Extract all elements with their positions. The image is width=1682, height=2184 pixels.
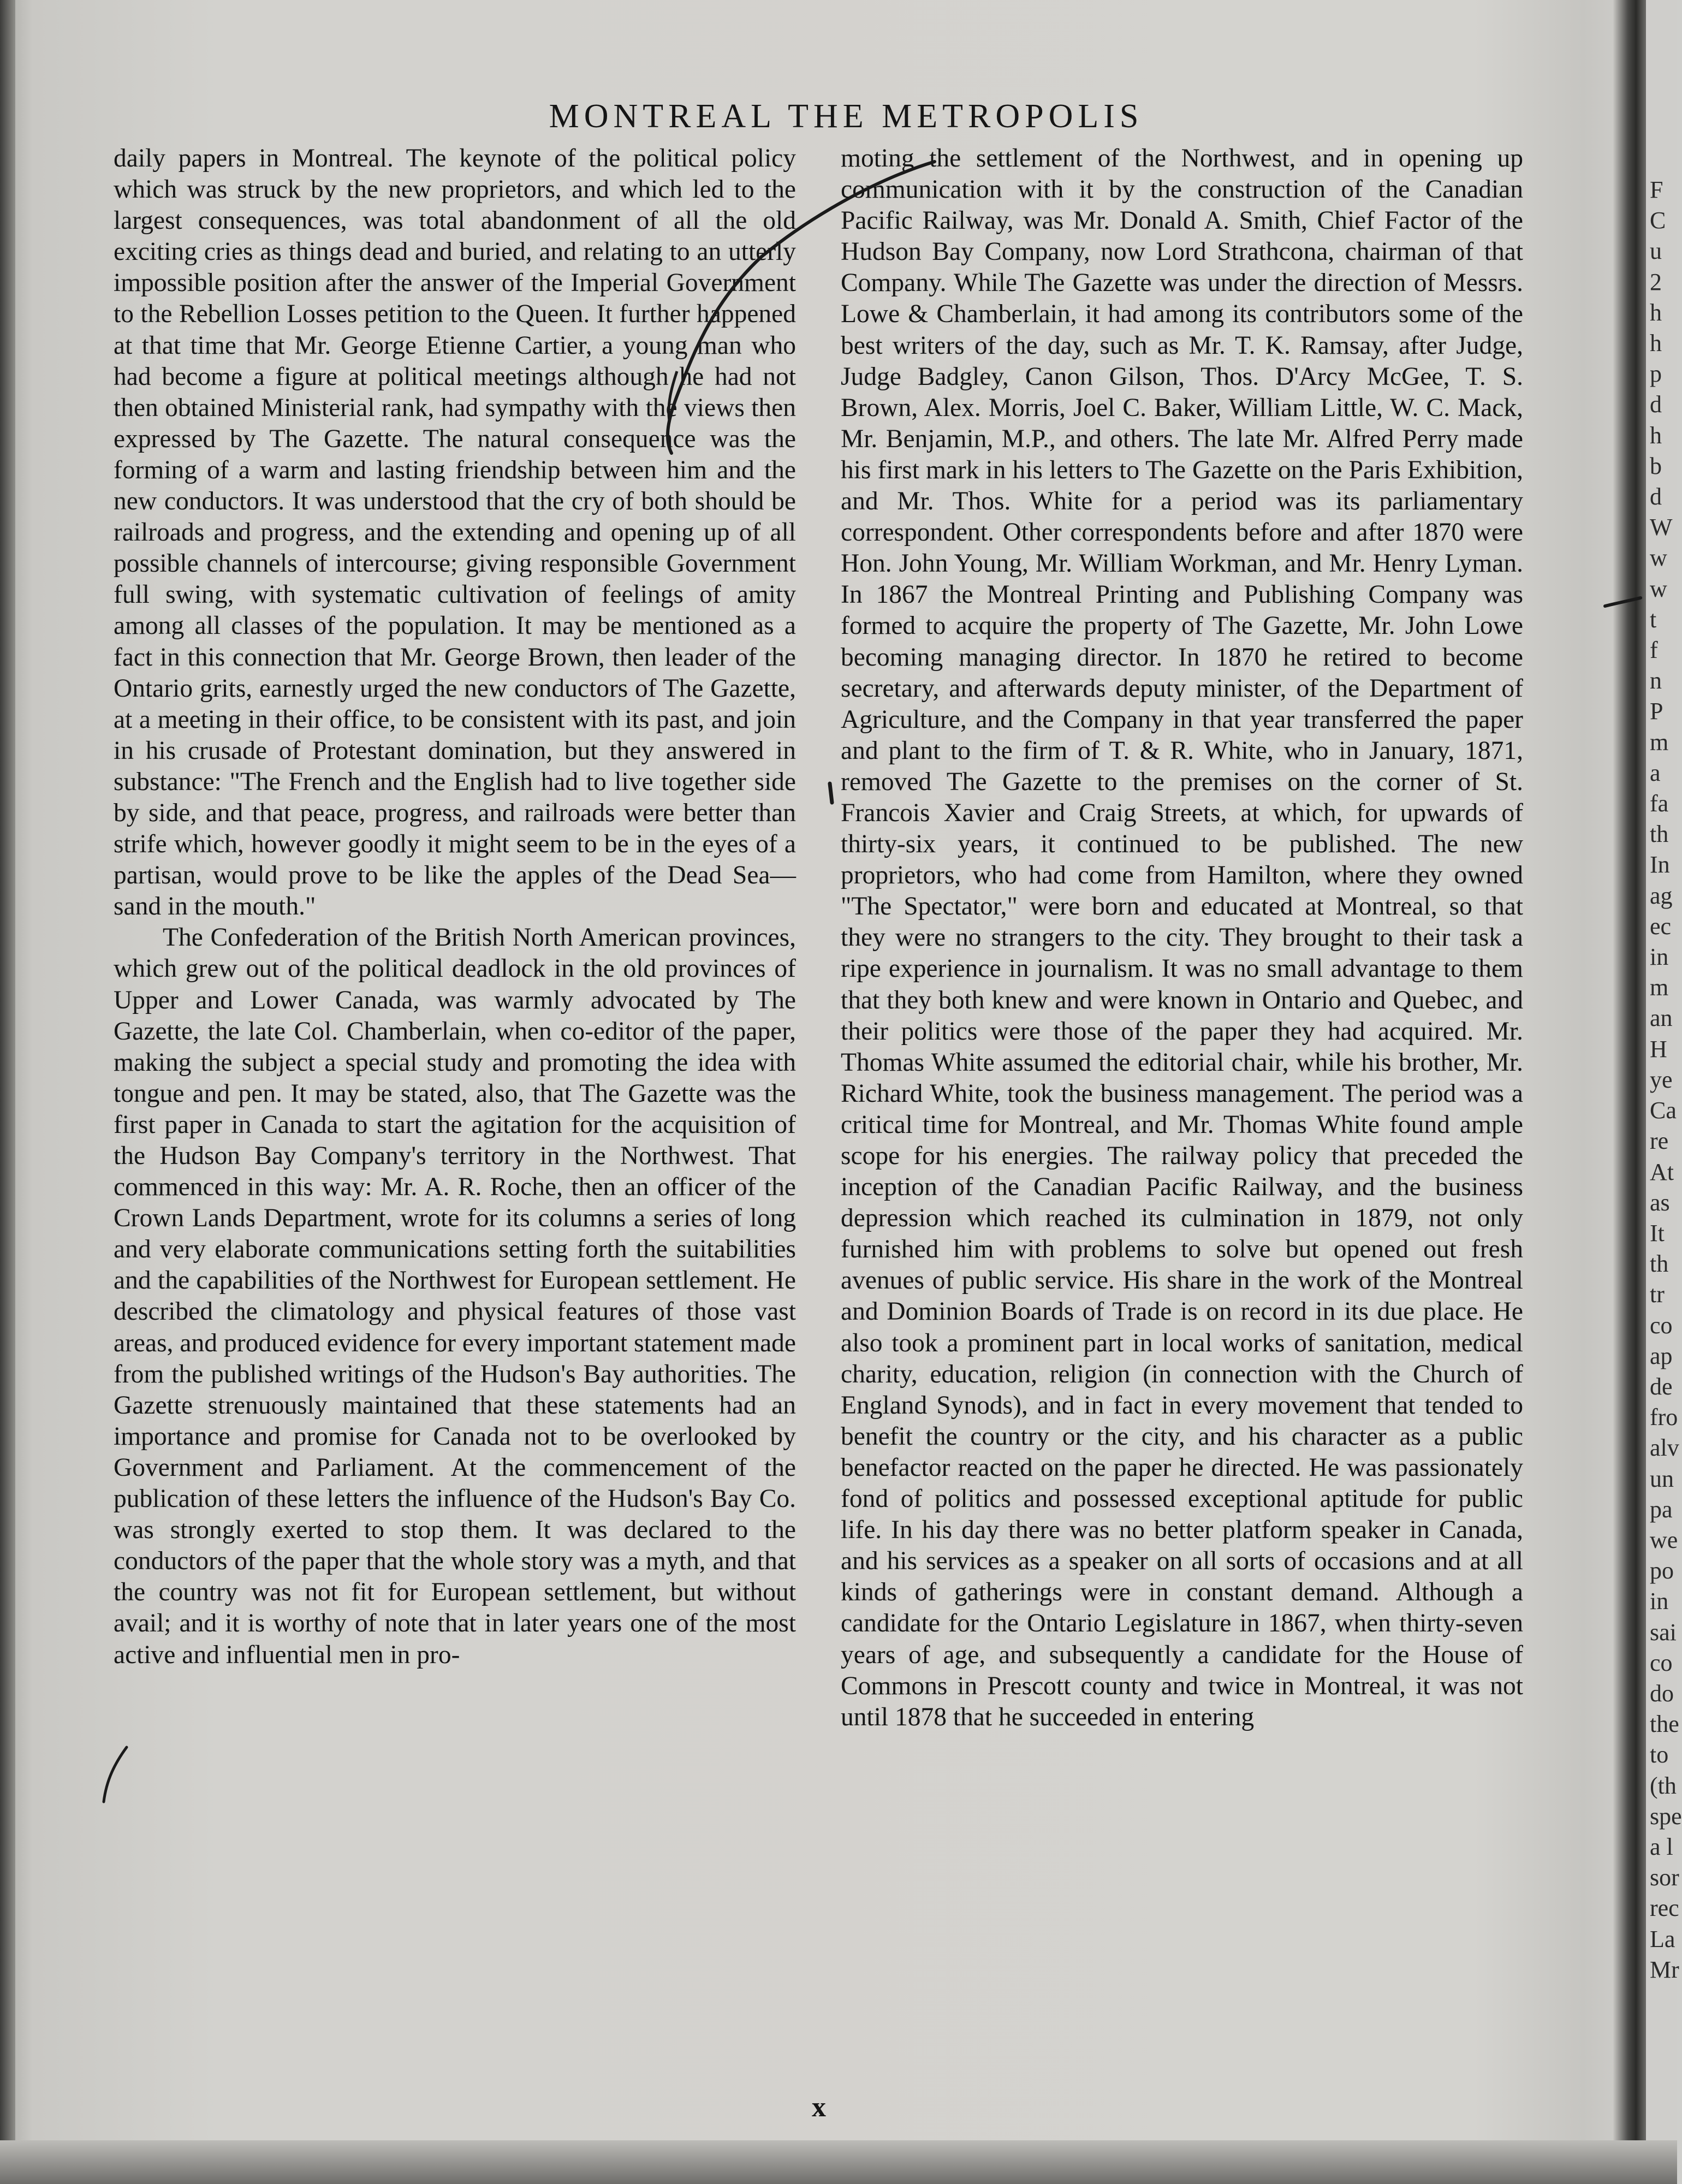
facing-page-fragment-line: Ca [1650, 1097, 1677, 1124]
facing-page-fragment-line: a l [1650, 1833, 1673, 1860]
facing-page-fragment-line: an [1650, 1005, 1673, 1032]
facing-page-fragment-line: we [1650, 1526, 1678, 1553]
facing-page-fragment-line: a [1650, 759, 1661, 786]
facing-page-fragment-line: n [1650, 667, 1662, 695]
facing-page-fragment-line: po [1650, 1557, 1674, 1584]
facing-page-fragment-line: th [1650, 821, 1669, 848]
facing-page-fragment-line: sor [1650, 1864, 1679, 1891]
facing-page-fragment-line: C [1650, 207, 1666, 234]
facing-page-fragment-line: spe [1650, 1802, 1682, 1830]
facing-page-fragment-line: P [1650, 698, 1663, 725]
facing-page-fragment-line: h [1650, 422, 1662, 449]
facing-page-fragment-line: f [1650, 637, 1658, 664]
facing-page-fragment-line: In [1650, 851, 1670, 879]
facing-page-fragment-line: co [1650, 1649, 1673, 1676]
facing-page-fragment-line: re [1650, 1127, 1669, 1155]
facing-page-fragment-line: At [1650, 1158, 1674, 1185]
facing-page-fragment-line: rec [1650, 1895, 1679, 1922]
facing-page-fragment-line: H [1650, 1035, 1667, 1063]
facing-page-fragment-line: d [1650, 391, 1662, 418]
facing-page-fragment-line: in [1650, 943, 1669, 971]
facing-page-fragment-line: d [1650, 483, 1662, 511]
facing-page-fragment-line: tr [1650, 1281, 1665, 1308]
pencil-stroke-icon [668, 162, 935, 453]
facing-page-fragment-line: in [1650, 1588, 1669, 1615]
facing-page-fragment-line: Mr [1650, 1956, 1679, 1983]
facing-page-fragment-line: do [1650, 1679, 1674, 1707]
facing-page-fragment-line: m [1650, 974, 1669, 1001]
facing-page-fragment-line: ye [1650, 1066, 1673, 1093]
facing-page-fragment-line: fa [1650, 790, 1669, 817]
facing-page-fragment-line: co [1650, 1311, 1673, 1339]
facing-page-fragment-line: sai [1650, 1618, 1677, 1646]
facing-page-fragment-line: alv [1650, 1434, 1679, 1462]
facing-page-fragment-line: as [1650, 1189, 1670, 1216]
facing-page-fragment-line: un [1650, 1465, 1674, 1492]
facing-page-fragment-line: ap [1650, 1342, 1673, 1369]
facing-page-fragment-line: h [1650, 330, 1662, 357]
facing-page-fragment-line: h [1650, 299, 1662, 326]
facing-page-fragment-line: th [1650, 1250, 1669, 1278]
facing-page-fragment-line: (th [1650, 1772, 1677, 1799]
facing-page-fragment-line: fro [1650, 1404, 1678, 1431]
pencil-stroke-icon [104, 1747, 127, 1802]
left-column-paragraph-2: The Confederation of the British North American provinces, which grew out of the political deadlock in the old provinces of Upper and Lower Canada, was warmly advocated by The Gazette, the late Col. Chamberlain, when co-editor of the paper, making the subject a special study and promoting the idea with tongue and pen. It may be stated, also, that The Gazette was the first paper in Canada to start the agitation for the acquisition of the Hudson Bay Company's territory in the Northwest. That commenced in this way: Mr. A. R. Roche, then an officer of the Crown Lands Department, wrote for its columns a series of long and very elaborate communications setting forth the suitabilities and the capabilities of the Northwest for European settlement. He described the climatology and physical features of those vast areas, and produced evidence for every important statement made from the published writings of the Hudson's Bay authorities. The Gazette strenuously maintained that these statements had an importance and promise for Canada not to be overlooked by Government and Parliament. At the commencement of the publication of these letters the influence of the Hudson's Bay Co. was strongly exerted to stop them. It was declared to the conductors of the paper that the whole story was a myth, and that the country was not fit for European settlement, but without avail; and it is worthy of note that in later years one of the most active and influential men in pro- [114, 923, 796, 1669]
facing-page-fragment-line: to [1650, 1741, 1669, 1768]
facing-page-fragment-line: m [1650, 728, 1669, 756]
running-header: MONTREAL THE METROPOLIS [549, 98, 1144, 135]
right-column-paragraph-1: moting the settlement of the Northwest, and in opening up communication with it by the construction of the Canadian Pacific Railway, was Mr. Donald A. Smith, Chief Factor of the Hudson Bay Company, now Lord Strathcona, chairman of that Company. While The Gazette was under the direction of Messrs. Lowe & Chamberlain, it had among its contributors some of the best writers of the day, such as Mr. T. K. Ramsay, after Judge, Judge Badgley, Canon Gilson, Thos. D'Arcy McGee, T. S. Brown, Alex. Morris, Joel C. Baker, William Little, W. C. Mack, Mr. Benjamin, M.P., and others. The late Mr. Alfred Perry made his first mark in his letters to The Gazette on the Paris Exhibition, and Mr. Thos. White for a period was its parliamentary correspondent. Other correspondents before and after 1870 were Hon. John Young, Mr. William Workman, and Mr. Henry Lyman. In 1867 the Montreal Printing and Publishing Company was formed to acquire the property of The Gazette, Mr. John Lowe becoming managing director. In 1870 he retired to become secretary, and afterwards deputy minister, of the Department of Agriculture, and the Company in that year transferred the paper and plant to the firm of T. & R. White, who in January, 1871, removed The Gazette to the premises on the corner of St. Francois Xavier and Craig Streets, at which, for upwards of thirty-six years, it continued to be published. The new proprietors, who had come from Hamilton, where they owned "The Spectator," were born and educated at Montreal, so that they were no strangers to the city. They brought to their task a ripe experience in journalism. It was no small advantage to them that they both knew and were known in Ontario and Quebec, and their politics were those of the paper they had acquired. Mr. Thomas White assumed the editorial chair, while his brother, Mr. Richard White, took the business management. The period was a critical time for Montreal, and Mr. Thomas White found ample scope for his energies. The railway policy that preceded the inception of the Canadian Pacific Railway, and the business depression which reached its culmination in 1879, not only furnished him with problems to solve but opened out fresh avenues of public service. His share in the work of the Montreal and Dominion Boards of Trade is on record in its due place. He also took a prominent part in local works of sanitation, medical charity, education, religion (in connection with the Church of England Synods), and in fact in every movement that tended to benefit the country or the city, and his character as a public benefactor reacted on the paper he directed. He was passionately fond of politics and possessed exceptional aptitude for public life. In his day there was no better platform speaker in Canada, and his services as a speaker on all sorts of occasions and at all kinds of gatherings were in constant demand. Although a candidate for the Ontario Legislature in 1867, when thirty-seven years of age, and subsequently a candidate for the House of Commons in Prescott county and twice in Montreal, it was not until 1878 that he succeeded in entering [841, 144, 1523, 1731]
pencil-stroke-icon [1605, 598, 1641, 606]
facing-page-fragment-line: w [1650, 575, 1667, 602]
facing-page-fragment-line: the [1650, 1711, 1679, 1738]
facing-page-fragment-line: La [1650, 1925, 1675, 1952]
facing-page-fragment-line: W [1650, 514, 1673, 541]
facing-page-fragment-line: b [1650, 452, 1662, 479]
facing-page-fragment-line: pa [1650, 1495, 1673, 1523]
facing-page-fragment-line: It [1650, 1219, 1665, 1247]
pencil-stroke-icon [830, 784, 832, 803]
facing-page-fragment-line: w [1650, 544, 1667, 572]
facing-page-fragment-line: p [1650, 360, 1662, 388]
page-folio: x [812, 2092, 826, 2123]
facing-page-fragment-line: de [1650, 1373, 1673, 1400]
facing-page-fragment-line: ag [1650, 882, 1673, 909]
facing-page-fragment-line: ec [1650, 912, 1672, 940]
facing-page-fragment-line: F [1650, 176, 1663, 203]
facing-page-fragment-line: t [1650, 606, 1657, 633]
facing-page-fragment-line: 2 [1650, 268, 1662, 295]
left-column-paragraph-1: daily papers in Montreal. The keynote of the political policy which was struck by the new proprietors, and which led to the largest consequences, was total abandonment of all the old exciting cries as things dead and buried, and relating to an utterly impossible position after the answer of the Imperial Government to the Rebellion Losses petition to the Queen. It further happened at that time that Mr. George Etienne Cartier, a young man who had become a figure at political meetings although he had not then obtained Ministerial rank, had sympathy with the views then expressed by The Gazette. The natural consequence was the forming of a warm and lasting friendship between him and the new conductors. It was understood that the cry of both should be railroads and progress, and the extending and opening up of all possible channels of intercourse; giving responsible Government full swing, with systematic cultivation of feelings of amity among all classes of the population. It may be mentioned as a fact in this connection that Mr. George Brown, then leader of the Ontario grits, earnestly urged the new conductors of The Gazette, at a meeting in their office, to be consistent with its past, and join in his crusade of Protestant domination, but they answered in substance: "The French and the English had to live together side by side, and that peace, progress, and railroads were better than strife which, however goodly it might seem to be in the eyes of a partisan, would prove to be like the apples of the Dead Sea—sand in the mouth." [114, 144, 796, 921]
facing-page-fragment-line: u [1650, 238, 1662, 265]
